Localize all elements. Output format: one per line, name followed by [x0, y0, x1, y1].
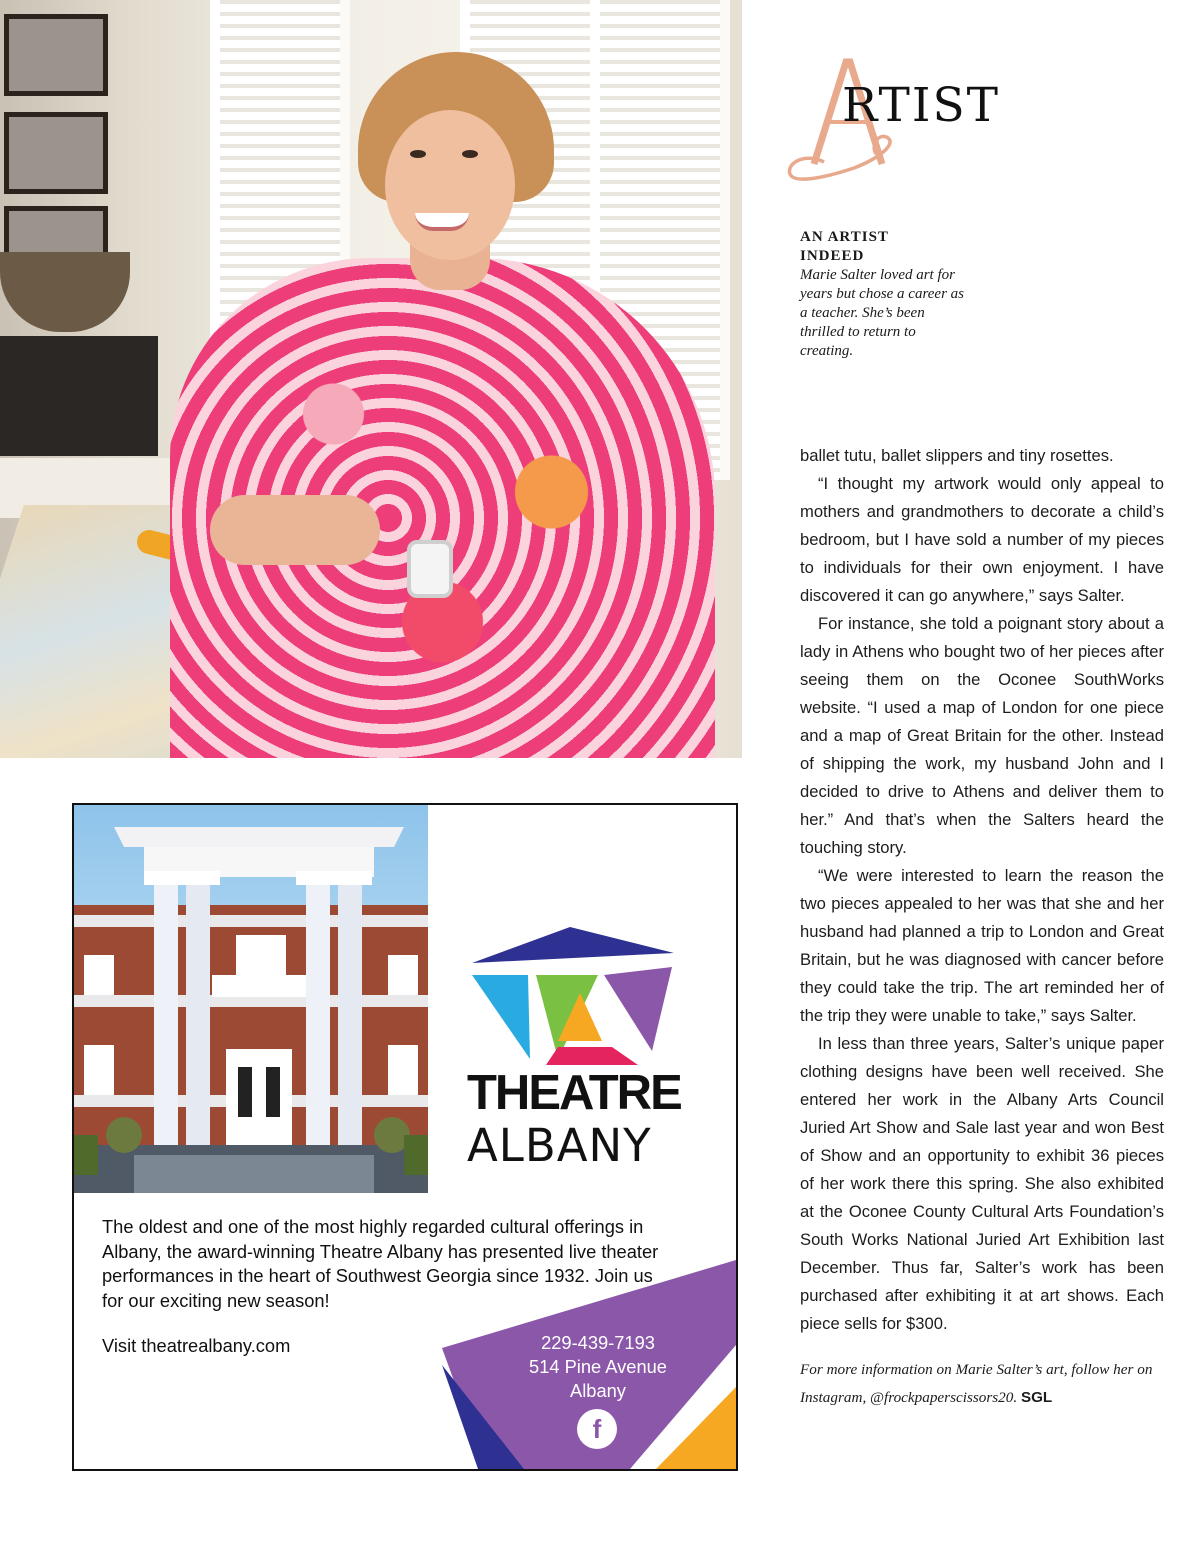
- article-paragraph: In less than three years, Salter’s unique paper clothing designs have been well received. She entered her work in the Albany Arts Council Juried Art Show and Sale last year and won Best of Show and an opportunity to exhibit 36 pieces of her work there this spring. She also exhibited at the Oconee County Cultural Arts Foundation’s South Works National Juried Art Exhibition last December. Thus far, Salter’s work has been purchased after exhibiting it at art shows. Each piece sells for $300.: [800, 1034, 1164, 1333]
- right-eye: [462, 150, 478, 158]
- article-footnote: [800, 1356, 1164, 1412]
- page-title: RTIST: [842, 78, 1001, 133]
- ad-website-link[interactable]: Visit theatrealbany.com: [102, 1335, 291, 1356]
- article-body: [800, 442, 1164, 1412]
- ad-phone[interactable]: 229-439-7193: [541, 1332, 655, 1353]
- title-initial-letter: A: [828, 116, 829, 117]
- ad-city: Albany: [570, 1380, 626, 1401]
- ad-address: 514 Pine Avenue: [529, 1356, 667, 1377]
- caption-heading-line1: AN ARTIST: [800, 229, 889, 245]
- ad-contact-info: [514, 1331, 682, 1403]
- magazine-signoff: SGL: [1020, 1389, 1053, 1406]
- caption-heading-line2: INDEED: [800, 248, 865, 264]
- facebook-icon[interactable]: f: [577, 1409, 617, 1449]
- article-paragraph: For instance, she told a poignant story about a lady in Athens who bought two of her pieces after seeing them on the Oconee SouthWorks website. “I used a map of London for one piece and a map of Great Britain for the other. Instead of shipping the work, my husband John and I decided to drive to Athens and deliver them to her.” And that’s when the Salters heard the touching story.: [800, 614, 1164, 857]
- dark-cabinet: [0, 336, 158, 456]
- smartwatch: [407, 540, 453, 598]
- artist-portrait-photo: [0, 0, 742, 758]
- theatre-albany-advertisement: [72, 803, 738, 1471]
- face: [385, 110, 515, 260]
- wall-frame-2: [4, 112, 108, 194]
- left-eye: [410, 150, 426, 158]
- section-title: [784, 52, 1044, 192]
- ad-description: The oldest and one of the most highly regarded cultural offerings in Albany, the award-winning Theatre Albany has presented live theater performances in the heart of Southwest Georgia since 1932. Join us for our exciting new season!: [102, 1216, 659, 1311]
- article-paragraph: “I thought my artwork would only appeal to mothers and grandmothers to decorate a child’s bedroom, but I have sold a number of my pieces to individuals for their own enjoyment. I have discovered it can go anywhere,” says Salter.: [800, 474, 1164, 605]
- photo-caption: [800, 228, 970, 361]
- wooden-bowl: [0, 252, 130, 332]
- wall-frame-1: [4, 14, 108, 96]
- article-paragraph: ballet tutu, ballet slippers and tiny rosettes.: [800, 446, 1114, 465]
- footnote-text: For more information on Marie Salter’s art, follow her on Instagram, @frockpaperscissors20.: [800, 1361, 1153, 1406]
- article-paragraph: “We were interested to learn the reason the two pieces appealed to her was that she and her husband had planned a trip to London and Great Britain, but he was diagnosed with cancer before they could take the trip. The art reminded her of the trip they were unable to take,” says Salter.: [800, 866, 1164, 1025]
- folded-hands: [210, 495, 380, 565]
- ad-logo-theatre: THEATRE: [467, 1066, 681, 1120]
- caption-text: Marie Salter loved art for years but chose a career as a teacher. She’s been thrilled to return to creating.: [800, 267, 964, 359]
- ad-logo-albany: ALBANY: [467, 1119, 652, 1172]
